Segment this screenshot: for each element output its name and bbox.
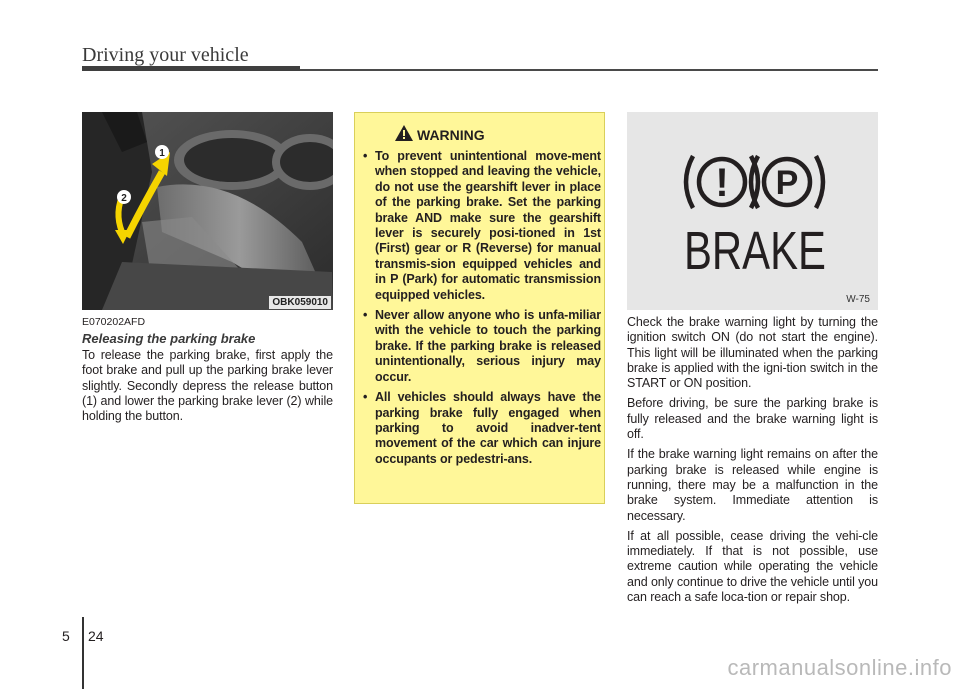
paragraph: If at all possible, cease driving the vehi-cle immediately. If that is not possible, use extreme caution while operating the vehicle and only continue to drive the vehicle until you can reach a safe loca-tion or repair shop. <box>627 528 878 605</box>
section-number: 5 <box>62 628 70 644</box>
page-header-title: Driving your vehicle <box>82 44 249 66</box>
warning-item: • All vehicles should always have the parking brake fully engaged when parking to avoid inadver-tent movement of the car which can injure occupants or pedestri-ans. <box>363 390 601 467</box>
callout-number-2: 2 <box>121 193 127 204</box>
paragraph: If the brake warning light remains on after the parking brake is released while engine is running, there may be a malfunction in the brake system. Immediate attention is necessary. <box>627 447 878 523</box>
header-rule-thick <box>82 66 300 71</box>
warning-list <box>363 149 601 472</box>
warning-box <box>354 112 605 504</box>
brake-warning-icon <box>627 112 878 310</box>
release-instructions: To release the parking brake, first apply the foot brake and pull up the parking brake lever slightly. Secondly depress the release button (1) and lower the parking brake lever (2) while holding the button. <box>82 348 333 424</box>
warning-title: WARNING <box>417 127 485 143</box>
warning-item: • To prevent unintentional move-ment when stopped and leaving the vehicle, do not use the gearshift lever in place of the parking brake. Set the parking brake AND make sure the gearshift lever is securely posi-tioned in 1st (First) gear or R (Reverse) for manual transmis-sion equipped vehicles and in P (Park) for automatic transmission equipped vehicles. <box>363 149 601 303</box>
figure-code-w75: W-75 <box>846 294 870 305</box>
footer-divider <box>82 617 84 689</box>
warning-item: • Never allow anyone who is unfa-miliar with the vehicle to touch the parking brake. If the parking brake is released unintentionally, serious injury may occur. <box>363 308 601 385</box>
brake-warning-light-figure <box>627 112 878 310</box>
watermark-text[interactable]: carmanualsonline.info <box>727 655 952 680</box>
brake-light-description <box>627 315 878 610</box>
brake-label: BRAKE <box>684 221 826 281</box>
callout-number-1: 1 <box>159 148 165 159</box>
parking-brake-illustration <box>82 112 333 310</box>
section-code: E070202AFD <box>82 316 146 328</box>
warning-triangle-icon <box>395 125 413 141</box>
paragraph: Before driving, be sure the parking brake is fully released and the brake warning light is off. <box>627 396 878 442</box>
figure-code: OBK059010 <box>269 296 331 309</box>
page-number: 24 <box>88 628 104 644</box>
warning-header <box>355 125 604 145</box>
subheading: Releasing the parking brake <box>82 331 256 346</box>
exclamation-symbol: ! <box>715 161 729 205</box>
paragraph: Check the brake warning light by turning the ignition switch ON (do not start the engine). This light will be illuminated when the parking brake is applied with the igni-tion switch in the START or ON position. <box>627 315 878 391</box>
parking-brake-photo <box>82 112 333 310</box>
header-rule-thin <box>300 69 878 71</box>
park-symbol: P <box>775 164 799 202</box>
